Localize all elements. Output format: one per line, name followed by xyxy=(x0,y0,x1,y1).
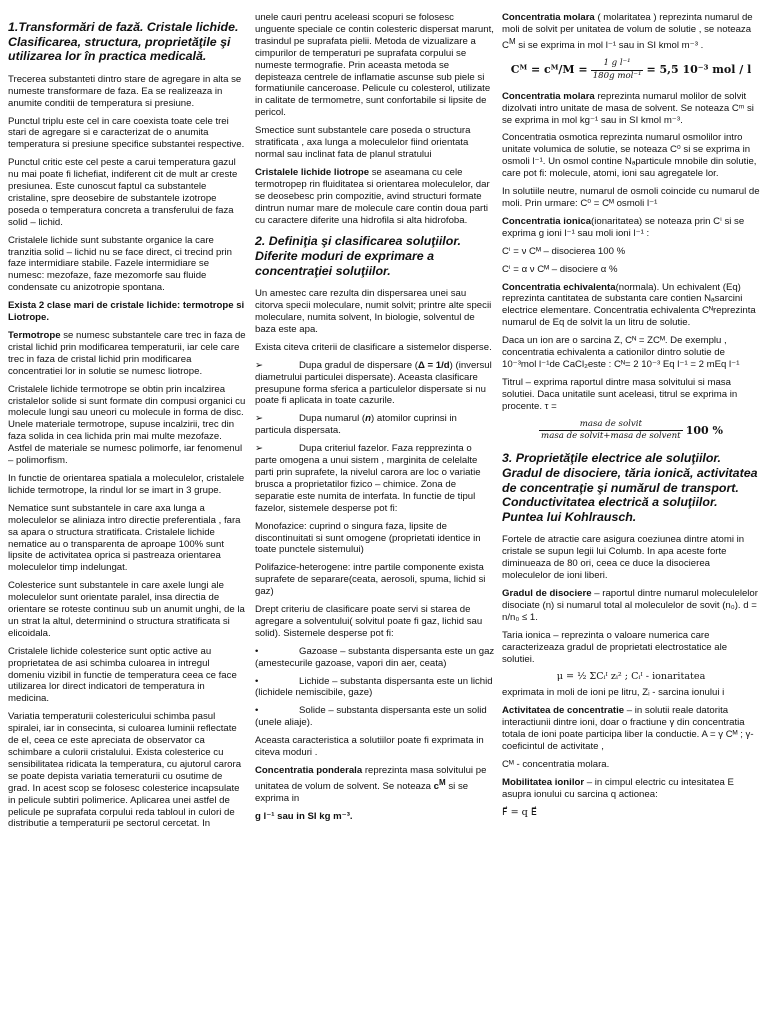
text: reprezinta masa solvitului pe unitatea de volum de solvent. Se noteaza xyxy=(255,765,487,793)
text: se aseamana cu cele termotropep rin fluiditatea si orientarea moleculelor, dar se deosebesc prin compozitie, avind structuri formate dintrun numar mare de molecule care contin doua parti cu caractere diferite una hidrofila si alta hidrofoba. xyxy=(255,166,490,226)
arrow-bullet-icon: ➢ xyxy=(255,359,264,371)
paragraph: Variatia temperaturii colestericului schimba pasul spiralei, iar in consecinta, si culoarea luminii reflectate de el, ceea ce este apreciata de observator ca schimbare a culorii cristalului. Exista colesterice cu sensibilitatea ridicata la temperatura, cu ajutorul carora se poate depista variatia temeraturii cu osutime de grad. In acest scop se folosesc colesterice incapsulate in pelicule subtiri polimerice. Aplicarea unei astfel de pelicule pe suprafata corpului reda tabloul in culori de distributie a temperaturii pe sectorul cercetat. In xyxy=(8,711,242,830)
text: – in cimpul electric cu intesitatea E asupra ionului cu sarcina q actionea: xyxy=(502,776,734,800)
paragraph xyxy=(8,330,246,378)
paragraph xyxy=(502,588,760,624)
dot-bullet-icon: • xyxy=(255,675,259,687)
formula-fraction xyxy=(539,419,683,444)
paragraph xyxy=(502,91,760,127)
text: ) (inversul diametrului particulei dispersate). Aceasta clasificare presupune forma sferica a particulelor dispersate si nu poate fi aplicata in toate cazurile. xyxy=(255,359,492,407)
text: (normala). Un echivalent (Eq) reprezinta cantitatea de substanta care contien Nₐsarcini electrice elementare. Concentratia echivalenta Cᴺreprezinta numarul de Eq de solvit la un litru de solutie. xyxy=(502,281,756,329)
term: Mobilitatea ionilor xyxy=(502,776,585,788)
term: Concentratia ionica xyxy=(502,215,592,227)
subheading: Exista 2 clase mari de cristale lichide: termotrope si Liotrope. xyxy=(8,300,245,324)
text: Dupa criteriul fazelor. Faza repprezinta o parte omogena a unui sistem , marginita de celelalte parti prin suprafete, la nivelul carora are loc o variatie brusca a proprietatilor fizico – chimice. Zona de separatie este numita de interfata. In functie de tipul fazelor, sistemele desperse pot fi: xyxy=(255,443,481,514)
text: – in solutii reale datorita interactiunii dintre ioni, doar o fractiune γ din concentratia totala de ioni poate participa liber la conductie. A = γ Cᴹ ; γ- coeficintul de activitate , xyxy=(502,705,754,752)
section-2-heading: 2. Definiţia şi clasificarea soluţiilor. Diferite moduri de exprimare a concentraţiei soluţiilor. xyxy=(255,234,461,278)
text: si se exprima in xyxy=(255,781,469,804)
section-3-heading: 3. Proprietăţile electrice ale soluţiilor. Gradul de disociere, tăria ionică, activitatea de concentraţie şi numărul de transport. Conductivitatea electrică a soluţiilor. Puntea lui Kohlrausch. xyxy=(502,451,758,524)
paragraph xyxy=(502,777,760,801)
term: Concentratia molara xyxy=(502,90,595,102)
numerator: 1 g l⁻¹ xyxy=(591,58,644,71)
paragraph: Fortele de atractie care asigura coeziunea dintre atomi in cristale se supun legii lui Columb. In apa aceste forte diminueaza de 80 ori, ceea ce duce la disocierea moleculelor de ioni liberi. xyxy=(502,534,745,582)
paragraph: Cristalele lichide termotrope se obtin prin incalzirea cristalelor solide si sunt formate din compusi organici cu molecule lungi sau uneori cu molecule in forma de disc. Unele materiale termotrope, supuse incalzirii, trec din faza solida in cea lichida prin mai multe mezofaze. Astfel de materiale se numesc polimorfe, iar fenomenul – polimorfism. xyxy=(8,383,246,467)
paragraph: exprimata in moli de ioni pe litru, Zᵢ - sarcina ionului i xyxy=(502,687,725,699)
text: se numesc substantele care trec in faza de cristal lichid prin modificarea temperaturii, iar cele care trec in faza de cristal lichid prin modificarea concentratiei lor in solutie se numesc liotrope. xyxy=(8,330,246,377)
paragraph: Drept criteriu de clasificare poate servi si starea de agregare a solventului( solvitul poate fi gaz, lichid sau solid). Sistemele desperse pot fi: xyxy=(255,604,483,639)
text: Dupa gradul de dispersare ( xyxy=(299,359,418,371)
numerator: masa de solvit xyxy=(539,419,683,432)
paragraph: Cⁱ = α ν Cᴹ – disociere α % xyxy=(502,263,618,275)
symbol: Δ = 1/d xyxy=(417,359,450,371)
symbol-superscript: M xyxy=(439,777,446,787)
formula-lhs: Cᴹ = cᴹ/M = xyxy=(510,62,588,76)
paragraph: Monofazice: cuprind o singura faza, lipsite de discontinuitati si sunt omogene (proprietati identice in toate punctele sistemului) xyxy=(255,520,481,556)
text: ( molaritatea ) reprezinta numarul de moli de solvit per unitatea de volum de solutie , se noteaza C xyxy=(502,12,753,51)
formula-fraction xyxy=(591,58,644,83)
column-2 xyxy=(255,12,495,829)
force-formula: F⃗ = q E⃗ xyxy=(502,806,537,818)
symbol: n xyxy=(365,413,371,425)
paragraph: Colesterice sunt substantele in care axele lungi ale moleculelor sunt orientate paralel, insa directia de orientare se roteste continuu sub un anumit unghi, de la un strat la altul, determinind o structura stratificata si elicoidala. xyxy=(8,580,245,639)
term: Concentratia molara xyxy=(502,12,595,23)
text: Dupa numarul ( xyxy=(299,413,366,425)
text: Solide – substanta dispersanta este un solid (unele aliaje). xyxy=(255,705,487,729)
molar-formula xyxy=(502,58,760,83)
paragraph: Cristalele lichide colesterice sunt optic active au proprietatea de asi schimba culoarea in intregul domeniu vizibil in functie de temperatura ceea ce face utilizarea lor direct indicatori de temperatura in medicina. xyxy=(8,645,237,705)
term: Activitatea de concentratie xyxy=(502,705,625,717)
list-item xyxy=(255,646,495,670)
paragraph: unele cauri pentru aceleasi scopuri se folosesc unguente speciale ce contin colesteric dispersat marunt, trasindul pe suprafata pielii. Metoda de vizualizare a cimpurilor de temperaturi pe suprafata corpului se numeste termografie. Prin aceasta metoda se depisteaza centrele de inflamatie ascunse sub piele si formatiunile canceroase. Pelicule cu colesterol, utilizate in calitate de termometre, sunt confortabile si lipsite de pericol. xyxy=(255,12,494,119)
paragraph: Polifazice-heterogene: intre partile componente exista suprafete de separare(ceata, aerosoli, spuma, lichid si gaz) xyxy=(255,562,486,598)
text: Lichide – substanta dispersanta este un lichid (lichidele nemiscibile, gaze) xyxy=(255,675,493,699)
paragraph: Punctul critic este cel peste a carui temperatura gazul nu mai poate fi lichefiat, indiferent cit de mult ar creste presiunea. Este cunoscut faptul ca substantele cristaline, spre deosebire de substantele izotrope poseda o temperatura concreta a transferului de faza solid – lichid. xyxy=(8,157,238,228)
paragraph: g l⁻¹ sau in SI kg m⁻³. xyxy=(255,810,353,822)
list-item xyxy=(255,705,495,729)
arrow-bullet-icon: ➢ xyxy=(255,443,264,455)
list-item xyxy=(255,360,495,408)
paragraph: Cᴹ - concentratia molara. xyxy=(502,758,610,770)
arrow-bullet-icon: ➢ xyxy=(255,413,264,425)
paragraph: Cⁱ = ν Cᴹ – disocierea 100 % xyxy=(502,245,626,257)
titre-formula xyxy=(502,419,760,444)
paragraph: Cristalele lichide sunt substante organice la care tranzitia solid – lichid nu se face direct, ci trecind prin faze intermidiare stabile. Fazele intermidiare se numesc: mezofaze, faze mezomorfe sau fluide condensate cu anizotropie spontana. xyxy=(8,234,232,294)
dot-bullet-icon: • xyxy=(255,645,259,657)
list-item xyxy=(255,443,495,514)
paragraph: Un amestec care rezulta din dispersarea unei sau citorva specii moleculare, numit solvit; printre alte specii moleculare, numita solvent, In biologie, solventul de baza este apa. xyxy=(255,288,492,335)
paragraph: Exista citeva criterii de clasificare a sistemelor disperse. xyxy=(255,341,492,353)
paragraph: Concentratia molara ( molaritatea ) reprezinta numarul de moli de solvit per unitatea de volum de solutie , se noteaza $C^M$ si se exprima in mol l⁻¹ sau in SI kmol m⁻³ . xyxy=(502,12,753,51)
formula-rhs: 100 % xyxy=(685,423,723,437)
paragraph xyxy=(502,705,760,753)
paragraph: In solutiile neutre, numarul de osmoli coincide cu numarul de moli. Prin urmare: C⁰ = Cᴹ osmoli l⁻¹ xyxy=(502,186,760,209)
list-item xyxy=(255,413,495,437)
text: – raportul dintre numarul moleculelelor disociate (n) si numarul total al moleculelor de sovit (n₀). d = n/n₀ ≤ 1. xyxy=(502,587,758,623)
ionic-strength-formula: μ = ½ ΣCᵢᴵ zᵢ² ; Cᵢᴵ - ionaritatea xyxy=(556,671,706,683)
term: Termotrope xyxy=(8,330,61,341)
text: ) atomilor cuprinsi in particula dispersata. xyxy=(255,413,457,437)
text: Gazoase – substanta dispersanta este un gaz (amestecurile gazoase, vapori din aer, ceata) xyxy=(255,645,495,669)
column-1 xyxy=(8,12,246,836)
paragraph: Concentratia osmotica reprezinta numarul osmolilor intro unitate volumica de solutie, se noteaza C⁰ si se exprima in osmoli l⁻¹. Un osmol contine Nₐparticule mnobile din solutie, care pot fi: molecule, atomi, ioni sau agregatele lor. xyxy=(502,132,757,180)
list-item xyxy=(255,676,495,700)
paragraph: In functie de orientarea spatiala a moleculelor, cristalele lichide termotrope, la rindul lor se imart in 3 grupe. xyxy=(8,472,245,496)
term: Gradul de disociere xyxy=(502,587,592,599)
paragraph: Titrul – exprima raportul dintre masa solvitului si masa solutiei. Daca unitatile sunt aceleasi, titrul se exprima in procente. τ = xyxy=(502,376,738,412)
paragraph: Nematice sunt substantele in care axa lunga a moleculelor se aliniaza intro directie preferentiala , fara sa apara o structura stratificata. Cristalele lichide nematice au o transparenta de aproape 100% sunt lipsite de activitatea oprica si pastreaza orientarea moleculelor timp indelungat. xyxy=(8,502,241,574)
text: (ionaritatea) se noteaza prin Cⁱ si se exprima g ioni l⁻¹ sau moli ioni l⁻¹ : xyxy=(502,215,745,239)
term: Concentratia ponderala xyxy=(255,765,363,776)
text: si se exprima in mol l⁻¹ sau in SI kmol m⁻³ . xyxy=(515,40,704,51)
paragraph xyxy=(502,282,760,330)
paragraph xyxy=(255,167,495,227)
paragraph: Aceasta caracteristica a solutiilor poate fi exprimata in citeva moduri . xyxy=(255,735,484,759)
formula-rhs: = 5,5 10⁻³ mol / l xyxy=(646,62,752,76)
dot-bullet-icon: • xyxy=(255,705,259,717)
paragraph: Punctul triplu este cel in care coexista toate cele trei stari de agregare si e caracterizat de o anumita temperatura si presiune specifice substantei respective. xyxy=(8,115,245,151)
paragraph xyxy=(502,216,760,240)
paragraph: Taria ionica – reprezinta o valoare numerica care caracterizeaza gradul de proprietati electrostatice ale solutiei. xyxy=(502,629,728,665)
column-3 xyxy=(502,12,760,824)
denominator: 180g mol⁻¹ xyxy=(592,70,642,81)
term: Cristalele lichide liotrope xyxy=(255,166,370,178)
paragraph: Smectice sunt substantele care poseda o structura stratificata , axa lunga a moleculelor fiind orientata normal sau inclinat fata de planul stratului xyxy=(255,125,471,160)
denominator: masa de solvit+masa de solvent xyxy=(541,431,681,442)
symbol: c xyxy=(433,781,440,793)
paragraph xyxy=(255,765,495,805)
section-1-heading: 1.Transformări de fază. Cristale lichide. Clasificarea, structura, proprietăţile şi utilizarea lor în practica medicală. xyxy=(8,20,239,64)
term: Concentratia echivalenta xyxy=(502,281,616,293)
text: reprezinta numarul molilor de solvit dizolvati intro unitate de masa de solvent. Se noteaza Cᵐ si se exprima in mol kg⁻¹ sau in SI kmol m⁻³. xyxy=(502,90,754,126)
paragraph: Daca un ion are o sarcina Z, Cᴺ = ZCᴹ. De exemplu , concentratia echivalenta a cationilor dintro solutie de 10⁻³mol l⁻¹de CaCl₂este : Cᴺ= 2 10⁻³ Eq l⁻¹ = 2 mEq l⁻¹ xyxy=(502,335,740,370)
paragraph: Trecerea substanteti dintro stare de agregare in alta se numeste transformare de faza. Ea se realizeaza in anumite conditii de temperatura si presiune. xyxy=(8,73,242,109)
